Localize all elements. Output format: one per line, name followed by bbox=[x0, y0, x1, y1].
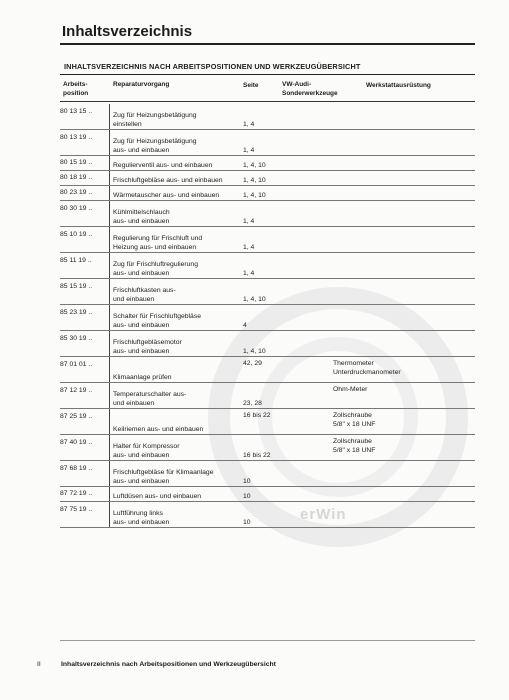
werk-line: Zollschraube bbox=[333, 412, 372, 419]
cell-arbeitsposition: 87 40 19 .. bbox=[60, 435, 110, 461]
cell-seite: 1, 4 bbox=[243, 253, 333, 279]
table-row bbox=[60, 171, 475, 186]
table-row bbox=[60, 487, 475, 502]
cell-arbeitsposition: 80 23 19 .. bbox=[60, 186, 110, 201]
table-row bbox=[60, 130, 475, 156]
cell-arbeitsposition: 85 11 19 .. bbox=[60, 253, 110, 279]
title-divider bbox=[60, 43, 475, 45]
cell-reparaturvorgang bbox=[113, 201, 243, 227]
cell-reparaturvorgang bbox=[113, 487, 243, 502]
cell-werkstattausruestung bbox=[333, 130, 475, 156]
cell-werkstattausruestung bbox=[333, 279, 475, 305]
cell-werkstattausruestung bbox=[333, 186, 475, 201]
cell-werkstattausruestung bbox=[333, 461, 475, 487]
header-werkstattausruestung: Werkstattausrüstung bbox=[366, 82, 431, 89]
werk-line: Zollschraube bbox=[333, 438, 372, 445]
page-title: Inhaltsverzeichnis bbox=[62, 23, 193, 40]
cell-arbeitsposition: 80 13 15 .. bbox=[60, 104, 110, 130]
vorgang-line: einstellen bbox=[113, 121, 142, 128]
cell-arbeitsposition: 80 15 19 .. bbox=[60, 156, 110, 171]
header-pos-line2: position bbox=[63, 90, 89, 97]
vorgang-line: aus- und einbauen bbox=[113, 452, 170, 459]
vorgang-line: Frischluftgebläse aus- und einbauen bbox=[113, 177, 223, 184]
cell-seite: 16 bis 22 bbox=[243, 409, 333, 435]
cell-reparaturvorgang bbox=[113, 130, 243, 156]
cell-seite: 1, 4, 10 bbox=[243, 186, 333, 201]
cell-werkstattausruestung bbox=[333, 253, 475, 279]
vorgang-line: Temperaturschalter aus- bbox=[113, 391, 187, 398]
header-reparaturvorgang: Reparaturvorgang bbox=[113, 81, 170, 88]
table-row bbox=[60, 409, 475, 435]
cell-seite: 4 bbox=[243, 305, 333, 331]
vorgang-line: aus- und einbauen bbox=[113, 348, 170, 355]
cell-werkstattausruestung bbox=[333, 156, 475, 171]
table-row bbox=[60, 156, 475, 171]
vorgang-line: Frischluftkasten aus- bbox=[113, 287, 176, 294]
cell-werkstattausruestung bbox=[333, 331, 475, 357]
header-pos-line1: Arbeits- bbox=[63, 81, 88, 88]
table-row bbox=[60, 331, 475, 357]
page-number: II bbox=[37, 661, 41, 668]
header-sonderwerkzeuge bbox=[282, 80, 338, 98]
vorgang-line: Zug für Heizungsbetätigung bbox=[113, 112, 197, 119]
header-sonder-line1: VW-Audi- bbox=[282, 81, 312, 88]
cell-werkstattausruestung bbox=[333, 502, 475, 528]
cell-reparaturvorgang bbox=[113, 383, 243, 409]
cell-seite: 10 bbox=[243, 487, 333, 502]
vorgang-line: Zug für Heizungsbetätigung bbox=[113, 138, 197, 145]
vorgang-line: Frischluftgebläsemotor bbox=[113, 339, 182, 346]
vorgang-line: Luftdüsen aus- und einbauen bbox=[113, 493, 202, 500]
cell-arbeitsposition: 80 30 19 .. bbox=[60, 201, 110, 227]
cell-seite: 10 bbox=[243, 502, 333, 528]
footer-rule bbox=[60, 640, 475, 641]
vorgang-line: Wärmetauscher aus- und einbauen bbox=[113, 192, 220, 199]
werk-line: 5/8" x 18 UNF bbox=[333, 447, 376, 454]
werk-line: Thermometer bbox=[333, 360, 374, 367]
cell-reparaturvorgang bbox=[113, 279, 243, 305]
cell-seite: 1, 4 bbox=[243, 130, 333, 156]
vorgang-line: aus- und einbauen bbox=[113, 147, 170, 154]
vorgang-line: Halter für Kompressor bbox=[113, 443, 180, 450]
vorgang-line: Frischluftgebläse für Klimaanlage bbox=[113, 469, 214, 476]
table-row bbox=[60, 305, 475, 331]
cell-arbeitsposition: 80 18 19 .. bbox=[60, 171, 110, 186]
table-row bbox=[60, 502, 475, 528]
cell-seite: 1, 4, 10 bbox=[243, 331, 333, 357]
section-subtitle: INHALTSVERZEICHNIS NACH ARBEITSPOSITIONEN UND WERKZEUGÜBERSICHT bbox=[64, 62, 361, 71]
cell-arbeitsposition: 87 72 19 .. bbox=[60, 487, 110, 502]
cell-reparaturvorgang bbox=[113, 171, 243, 186]
cell-reparaturvorgang bbox=[113, 357, 243, 383]
cell-arbeitsposition: 87 68 19 .. bbox=[60, 461, 110, 487]
cell-werkstattausruestung bbox=[333, 104, 475, 130]
vorgang-line: aus- und einbauen bbox=[113, 478, 170, 485]
table-row bbox=[60, 383, 475, 409]
cell-reparaturvorgang bbox=[113, 502, 243, 528]
table-header-top-rule bbox=[60, 74, 475, 75]
cell-reparaturvorgang bbox=[113, 461, 243, 487]
header-sonder-line2: Sonderwerkzeuge bbox=[282, 90, 338, 97]
werk-line: 5/8" x 18 UNF bbox=[333, 421, 376, 428]
cell-arbeitsposition: 80 13 19 .. bbox=[60, 130, 110, 156]
cell-reparaturvorgang bbox=[113, 409, 243, 435]
vorgang-line: und einbauen bbox=[113, 296, 155, 303]
vorgang-line: Regulierventil aus- und einbauen bbox=[113, 162, 213, 169]
toc-table bbox=[60, 104, 475, 528]
vorgang-line: Zug für Frischluftregulierung bbox=[113, 261, 198, 268]
header-arbeitsposition bbox=[63, 80, 88, 98]
cell-seite: 16 bis 22 bbox=[243, 435, 333, 461]
cell-seite: 1, 4, 10 bbox=[243, 156, 333, 171]
cell-arbeitsposition: 85 10 19 .. bbox=[60, 227, 110, 253]
vorgang-line: Keilriemen aus- und einbauen bbox=[113, 426, 204, 433]
cell-werkstattausruestung bbox=[333, 227, 475, 253]
header-seite: Seite bbox=[243, 82, 259, 89]
cell-werkstattausruestung bbox=[333, 201, 475, 227]
cell-reparaturvorgang bbox=[113, 156, 243, 171]
vorgang-line: Kühlmittelschlauch bbox=[113, 209, 170, 216]
table-row bbox=[60, 435, 475, 461]
vorgang-line: aus- und einbauen bbox=[113, 519, 170, 526]
cell-seite: 1, 4, 10 bbox=[243, 171, 333, 186]
cell-reparaturvorgang bbox=[113, 331, 243, 357]
cell-werkstattausruestung bbox=[333, 305, 475, 331]
cell-reparaturvorgang bbox=[113, 305, 243, 331]
table-header-bottom-rule bbox=[60, 101, 475, 102]
cell-reparaturvorgang bbox=[113, 104, 243, 130]
cell-werkstattausruestung bbox=[333, 383, 475, 409]
cell-arbeitsposition: 85 30 19 .. bbox=[60, 331, 110, 357]
cell-reparaturvorgang bbox=[113, 227, 243, 253]
table-row bbox=[60, 253, 475, 279]
cell-arbeitsposition: 87 01 01 .. bbox=[60, 357, 110, 383]
vorgang-line: Heizung aus- und einbauen bbox=[113, 244, 197, 251]
cell-seite: 42, 29 bbox=[243, 357, 333, 383]
cell-arbeitsposition: 87 75 19 .. bbox=[60, 502, 110, 528]
cell-seite: 1, 4 bbox=[243, 201, 333, 227]
vorgang-line: Luftführung links bbox=[113, 510, 163, 517]
cell-seite: 23, 28 bbox=[243, 383, 333, 409]
cell-werkstattausruestung bbox=[333, 435, 475, 461]
cell-seite: 1, 4, 10 bbox=[243, 279, 333, 305]
cell-seite: 1, 4 bbox=[243, 227, 333, 253]
cell-seite: 1, 4 bbox=[243, 104, 333, 130]
footer-title: Inhaltsverzeichnis nach Arbeitspositionen und Werkzeugübersicht bbox=[61, 661, 276, 668]
cell-arbeitsposition: 85 23 19 .. bbox=[60, 305, 110, 331]
toc-table-body bbox=[60, 104, 475, 528]
cell-seite: 10 bbox=[243, 461, 333, 487]
table-row bbox=[60, 461, 475, 487]
table-row bbox=[60, 201, 475, 227]
vorgang-line: Klimaanlage prüfen bbox=[113, 374, 172, 381]
table-row bbox=[60, 227, 475, 253]
table-row bbox=[60, 279, 475, 305]
vorgang-line: aus- und einbauen bbox=[113, 270, 170, 277]
vorgang-line: Schalter für Frischluftgebläse bbox=[113, 313, 202, 320]
cell-arbeitsposition: 87 12 19 .. bbox=[60, 383, 110, 409]
table-row bbox=[60, 104, 475, 130]
cell-arbeitsposition: 87 25 19 .. bbox=[60, 409, 110, 435]
cell-reparaturvorgang bbox=[113, 435, 243, 461]
cell-werkstattausruestung bbox=[333, 171, 475, 186]
cell-werkstattausruestung bbox=[333, 487, 475, 502]
cell-reparaturvorgang bbox=[113, 186, 243, 201]
cell-arbeitsposition: 85 15 19 .. bbox=[60, 279, 110, 305]
watermark-text: erWin bbox=[300, 506, 347, 523]
cell-werkstattausruestung bbox=[333, 357, 475, 383]
table-row bbox=[60, 186, 475, 201]
cell-reparaturvorgang bbox=[113, 253, 243, 279]
vorgang-line: Regulierung für Frischluft und bbox=[113, 235, 203, 242]
vorgang-line: aus- und einbauen bbox=[113, 218, 170, 225]
vorgang-line: und einbauen bbox=[113, 400, 155, 407]
werk-line: Unterdruckmanometer bbox=[333, 369, 401, 376]
werk-line: Ohm-Meter bbox=[333, 386, 368, 393]
table-row bbox=[60, 357, 475, 383]
vorgang-line: aus- und einbauen bbox=[113, 322, 170, 329]
cell-werkstattausruestung bbox=[333, 409, 475, 435]
